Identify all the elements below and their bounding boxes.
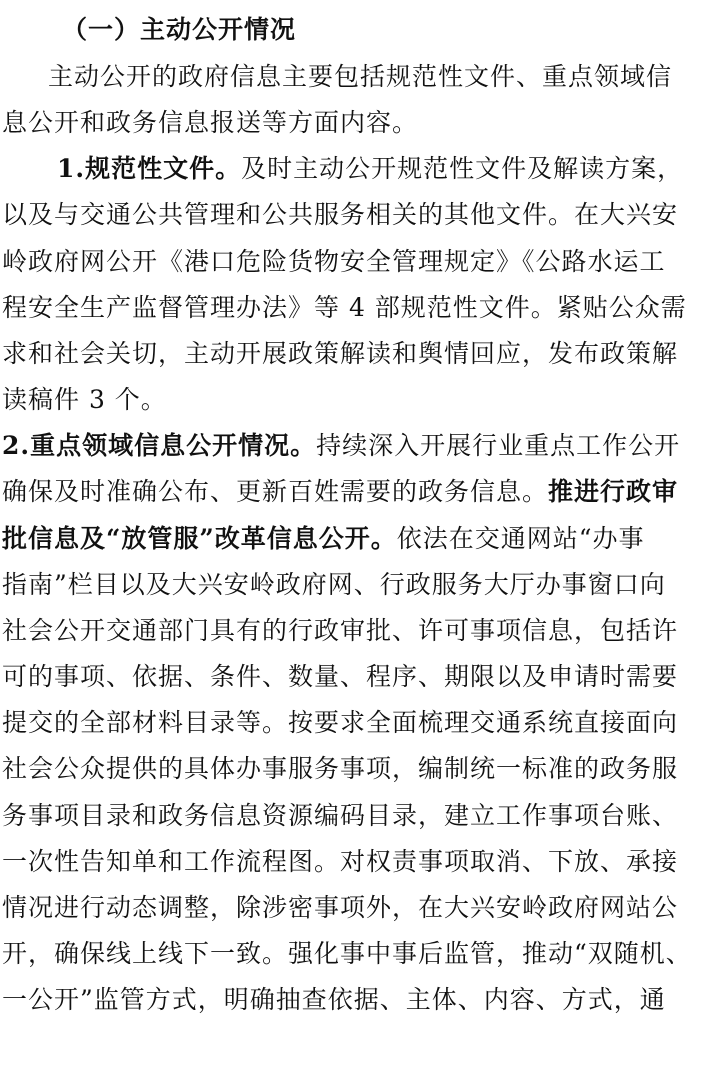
paragraph-line: 程安全生产监督管理办法》等 4 部规范性文件。紧贴公众需 bbox=[2, 293, 687, 322]
paragraph-line bbox=[2, 424, 699, 468]
paragraph-line: 社会公开交通部门具有的行政审批、许可事项信息，包括许 bbox=[2, 616, 679, 645]
paragraph-line: 读稿件 3 个。 bbox=[2, 385, 167, 414]
paragraph-text: 及时主动公开规范性文件及解读方案， bbox=[241, 154, 684, 183]
section-heading: （一）主动公开情况 bbox=[62, 15, 297, 44]
paragraph-line: 提交的全部材料目录等。按要求全面梳理交通系统直接面向 bbox=[2, 708, 679, 737]
paragraph-line: 一公开”监管方式，明确抽查依据、主体、内容、方式，通 bbox=[2, 985, 666, 1014]
paragraph-line: 求和社会关切，主动开展政策解读和舆情回应，发布政策解 bbox=[2, 339, 679, 368]
paragraph-line: 开，确保线上线下一致。强化事中事后监管，推动“双随机、 bbox=[2, 939, 692, 968]
paragraph-line bbox=[57, 147, 699, 191]
paragraph-line: 务事项目录和政务信息资源编码目录，建立工作事项台账、 bbox=[2, 801, 679, 830]
paragraph-text: 确保及时准确公布、更新百姓需要的政务信息。 bbox=[2, 477, 549, 506]
bold-phrase: 推进行政审 bbox=[548, 477, 679, 506]
paragraph-line: 情况进行动态调整，除涉密事项外，在大兴安岭政府网站公 bbox=[2, 893, 679, 922]
item-title: 1.规范性文件。 bbox=[57, 154, 242, 183]
paragraph-line: 指南”栏目以及大兴安岭政府网、行政服务大厅办事窗口向 bbox=[2, 570, 666, 599]
paragraph-line: 社会公众提供的具体办事服务事项，编制统一标准的政务服 bbox=[2, 754, 679, 783]
paragraph-line: 以及与交通公共管理和公共服务相关的其他文件。在大兴安 bbox=[2, 200, 679, 229]
paragraph-text: 持续深入开展行业重点工作公开 bbox=[316, 431, 681, 460]
item-title: 2.重点领域信息公开情况。 bbox=[2, 431, 317, 460]
paragraph-line: 主动公开的政府信息主要包括规范性文件、重点领域信 bbox=[48, 62, 673, 91]
paragraph-line bbox=[2, 470, 699, 514]
paragraph-line: 岭政府网公开《港口危险货物安全管理规定》《公路水运工 bbox=[2, 247, 666, 276]
paragraph-line: 息公开和政务信息报送等方面内容。 bbox=[2, 108, 419, 137]
paragraph-line bbox=[2, 517, 699, 561]
paragraph-line: 可的事项、依据、条件、数量、程序、期限以及申请时需要 bbox=[2, 662, 679, 691]
paragraph-text: 依法在交通网站“办事 bbox=[396, 524, 645, 553]
bold-phrase: 批信息及“放管服”改革信息公开。 bbox=[2, 524, 397, 553]
paragraph-line: 一次性告知单和工作流程图。对权责事项取消、下放、承接 bbox=[2, 847, 679, 876]
